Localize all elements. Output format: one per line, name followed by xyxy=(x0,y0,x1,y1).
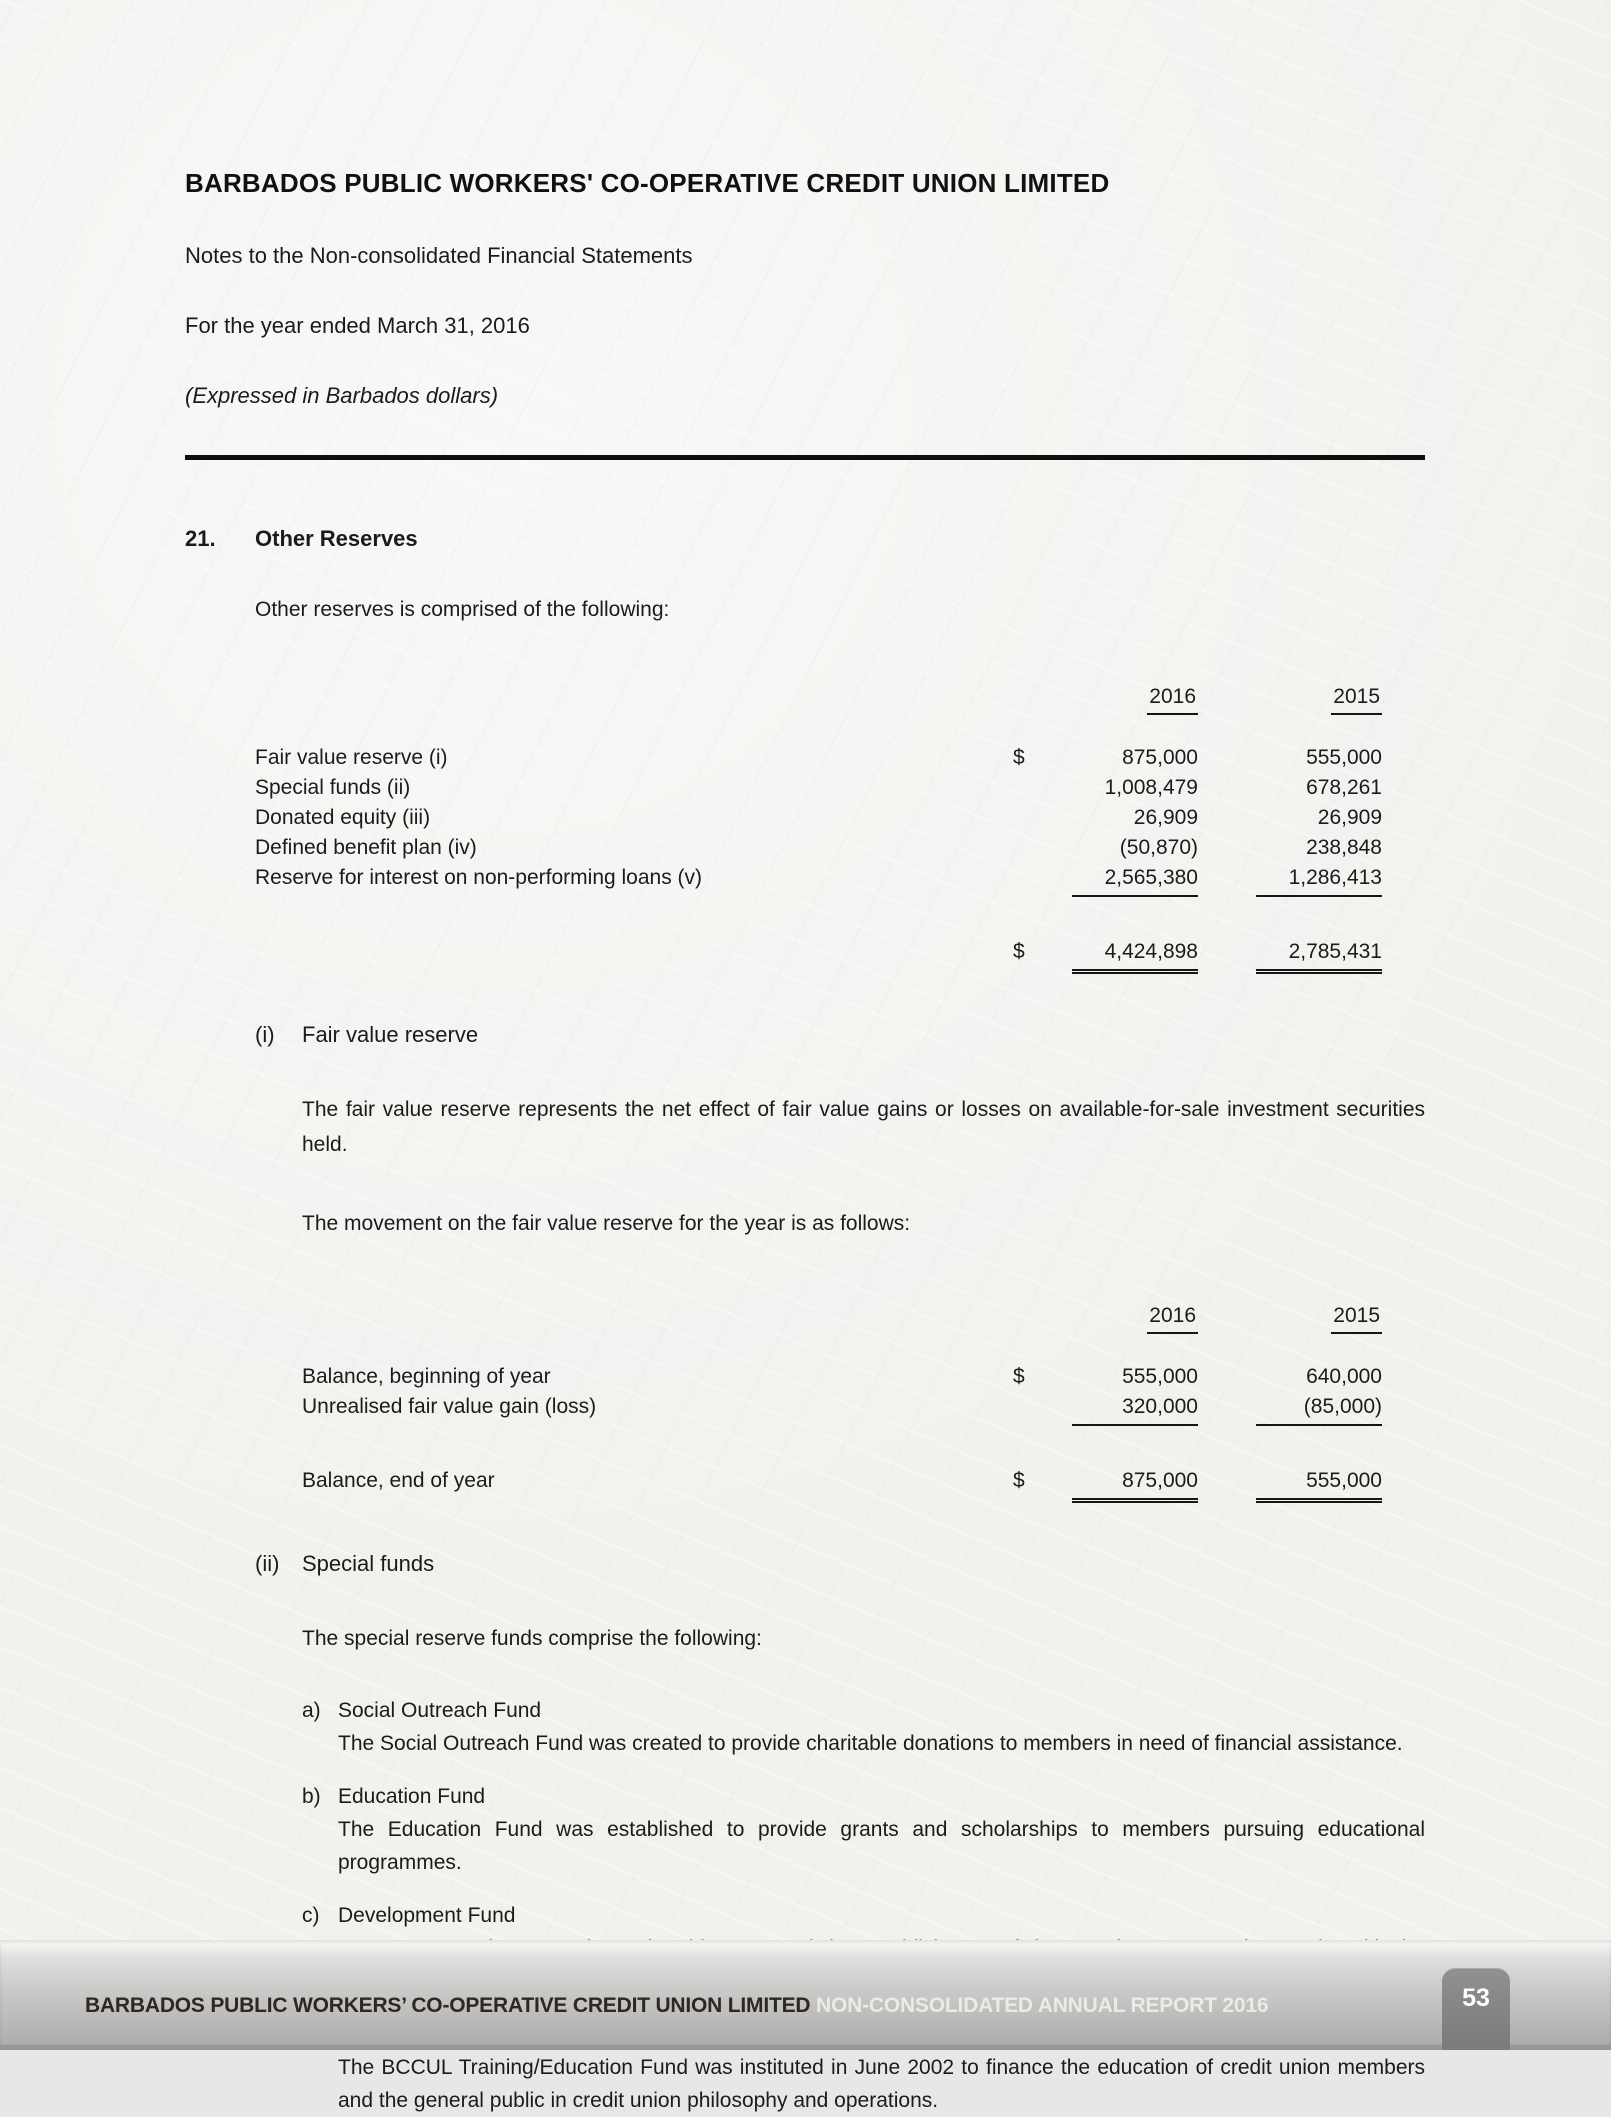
other-reserves-table xyxy=(255,682,1382,974)
page-number: 53 xyxy=(1462,1984,1490,2012)
table-row xyxy=(255,863,1382,897)
section-number: 21. xyxy=(185,526,216,551)
amount: 4,424,898 xyxy=(1072,937,1198,974)
header-divider xyxy=(185,455,1425,460)
subsection-title: Special funds xyxy=(302,1551,435,1576)
amount: 555,000 xyxy=(1256,1466,1382,1503)
fund-body xyxy=(338,1780,1425,1879)
amount: 26,909 xyxy=(1133,806,1198,829)
footer-org-name: BARBADOS PUBLIC WORKERS’ CO-OPERATIVE CREDIT UNION LIMITED xyxy=(85,1994,811,2017)
table-row xyxy=(302,1392,1382,1426)
amount: (50,870) xyxy=(1119,836,1198,859)
amount: 555,000 xyxy=(1306,746,1382,769)
amount: 678,261 xyxy=(1306,776,1382,799)
table-header-row xyxy=(255,682,1382,715)
footer-bar xyxy=(0,1940,1611,2050)
amount: (85,000) xyxy=(1256,1392,1382,1426)
fund-title: Social Outreach Fund xyxy=(338,1699,542,1722)
currency-sign: $ xyxy=(1013,940,1025,963)
amount: 320,000 xyxy=(1072,1392,1198,1426)
total-2016 xyxy=(1053,937,1198,974)
value-2015 xyxy=(1198,1362,1382,1392)
table-total-row xyxy=(302,1466,1382,1503)
amount: 238,848 xyxy=(1306,836,1382,859)
row-label: Defined benefit plan (iv) xyxy=(255,836,477,859)
subsection-fair-value-heading xyxy=(255,1022,1425,1048)
amount: 2,565,380 xyxy=(1072,863,1198,897)
amount: 2,785,431 xyxy=(1256,937,1382,974)
value-2016 xyxy=(1053,1392,1198,1426)
table-row xyxy=(255,773,1382,803)
value-2015 xyxy=(1198,803,1382,833)
column-header-2016-label: 2016 xyxy=(1147,1301,1198,1334)
column-header-2016-label: 2016 xyxy=(1147,682,1198,715)
row-label: Fair value reserve (i) xyxy=(255,746,448,769)
amount: 26,909 xyxy=(1317,806,1382,829)
column-header-2015-label: 2015 xyxy=(1331,1301,1382,1334)
value-2015 xyxy=(1198,833,1382,863)
table-total-row xyxy=(255,937,1382,974)
row-label: Reserve for interest on non-performing loans (v) xyxy=(255,866,703,889)
amount: 555,000 xyxy=(1122,1365,1198,1388)
fund-title: Education Fund xyxy=(338,1785,486,1808)
value-2015 xyxy=(1198,1392,1382,1426)
column-header-2016 xyxy=(1053,682,1198,715)
currency-sign: $ xyxy=(1013,1469,1025,1492)
table-row xyxy=(255,743,1382,773)
amount: 1,286,413 xyxy=(1256,863,1382,897)
row-label: Donated equity (iii) xyxy=(255,806,431,829)
total-2015 xyxy=(1198,1466,1382,1503)
column-header-2016 xyxy=(1053,1301,1198,1334)
subsection-title: Fair value reserve xyxy=(302,1022,479,1047)
row-label: Balance, end of year xyxy=(302,1469,495,1492)
currency-sign: $ xyxy=(1013,746,1025,769)
section-intro: Other reserves is comprised of the following: xyxy=(255,598,670,621)
value-2015 xyxy=(1198,743,1382,773)
fund-marker: a) xyxy=(302,1699,321,1722)
fund-marker: b) xyxy=(302,1785,321,1808)
column-header-2015-label: 2015 xyxy=(1331,682,1382,715)
currency-sign: $ xyxy=(1013,1365,1025,1388)
fund-item-social-outreach xyxy=(302,1694,1425,1760)
value-2016 xyxy=(1053,863,1198,897)
fund-title: Development Fund xyxy=(338,1904,516,1927)
doc-subtitle-currency: (Expressed in Barbados dollars) xyxy=(185,383,499,408)
value-2015 xyxy=(1198,863,1382,897)
value-2016 xyxy=(1053,773,1198,803)
doc-subtitle-notes: Notes to the Non-consolidated Financial Statements xyxy=(185,243,693,268)
fund-item-education xyxy=(302,1780,1425,1879)
column-header-2015 xyxy=(1198,682,1382,715)
total-2016 xyxy=(1053,1466,1198,1503)
row-label: Special funds (ii) xyxy=(255,776,411,799)
fund-description: The BCCUL Training/Education Fund was instituted in June 2002 to finance the education of credit union members and the general public in credit union philosophy and operations. xyxy=(338,2056,1425,2112)
fair-value-paragraph: The fair value reserve represents the net effect of fair value gains or losses on available-for-sale investment securities held. xyxy=(302,1098,1425,1156)
fund-description: The Education Fund was established to provide grants and scholarships to members pursuing educational programmes. xyxy=(338,1818,1425,1874)
amount: 875,000 xyxy=(1072,1466,1198,1503)
amount: 640,000 xyxy=(1306,1365,1382,1388)
value-2016 xyxy=(1053,1362,1198,1392)
page-title: BARBADOS PUBLIC WORKERS' CO-OPERATIVE CREDIT UNION LIMITED xyxy=(185,168,1110,198)
page-number-tab xyxy=(1442,1968,1510,2050)
footer-text xyxy=(85,1994,1268,2018)
footer-report-name: NON-CONSOLIDATED ANNUAL REPORT 2016 xyxy=(816,1994,1269,2017)
subsection-special-funds-heading xyxy=(255,1551,1425,1577)
value-2016 xyxy=(1053,743,1198,773)
value-2016 xyxy=(1053,803,1198,833)
amount: 875,000 xyxy=(1122,746,1198,769)
table-row xyxy=(255,833,1382,863)
fair-value-movement-table xyxy=(302,1301,1382,1503)
row-label: Balance, beginning of year xyxy=(302,1365,551,1388)
row-label: Unrealised fair value gain (loss) xyxy=(302,1395,597,1418)
special-funds-intro: The special reserve funds comprise the following: xyxy=(302,1627,762,1650)
fund-marker: c) xyxy=(302,1904,320,1927)
fair-value-movement-intro: The movement on the fair value reserve for the year is as follows: xyxy=(302,1212,911,1235)
table-row xyxy=(302,1362,1382,1392)
fund-description: The Social Outreach Fund was created to provide charitable donations to members in need of financial assistance. xyxy=(338,1732,1403,1755)
doc-subtitle-period: For the year ended March 31, 2016 xyxy=(185,313,530,338)
column-header-2015 xyxy=(1198,1301,1382,1334)
amount: 1,008,479 xyxy=(1104,776,1198,799)
subsection-marker: (i) xyxy=(255,1022,275,1047)
section-title: Other Reserves xyxy=(255,526,418,551)
total-2015 xyxy=(1198,937,1382,974)
subsection-marker: (ii) xyxy=(255,1551,280,1576)
value-2016 xyxy=(1053,833,1198,863)
value-2015 xyxy=(1198,773,1382,803)
section-heading xyxy=(185,526,1425,552)
table-header-row xyxy=(302,1301,1382,1334)
table-row xyxy=(255,803,1382,833)
fund-body xyxy=(338,1694,1425,1760)
